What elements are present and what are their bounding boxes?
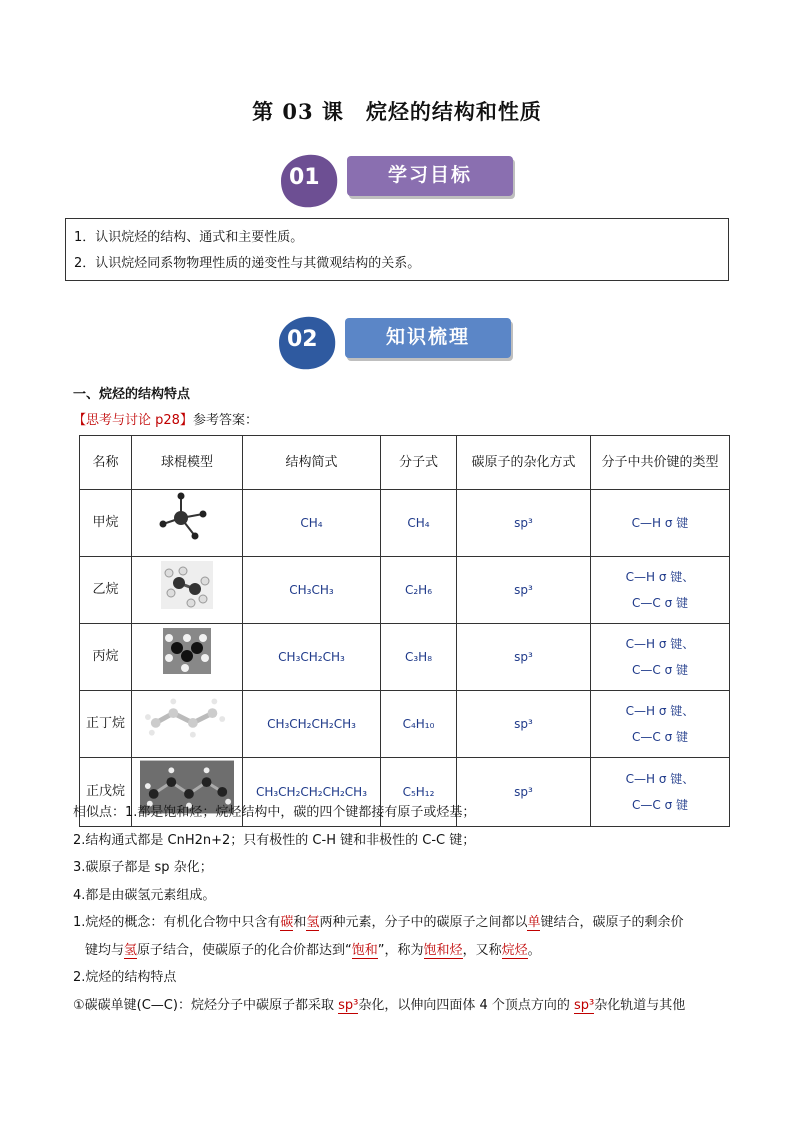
badge-label: 学习目标 — [347, 156, 513, 196]
bond-line: C—C σ 键 — [632, 663, 688, 677]
cell-structure: CH₃CH₂CH₃ — [243, 624, 381, 691]
cell-bonds — [591, 490, 730, 557]
cell-name: 甲烷 — [80, 490, 132, 557]
badge-number: 02 — [287, 327, 318, 352]
note-item: 4.都是由碳氢元素组成。 — [73, 887, 216, 903]
text-run: 两种元素，分子中的碳原子之间都以 — [319, 915, 528, 930]
cell-model — [132, 490, 243, 557]
cell-formula: C₅H₁₂ — [381, 758, 457, 827]
concept-paragraph — [73, 909, 733, 937]
cell-model — [132, 557, 243, 624]
badge-number: 01 — [289, 165, 320, 190]
bond-line: C—C σ 键 — [632, 596, 688, 610]
table-row — [80, 624, 730, 691]
table-header-row — [80, 436, 730, 490]
section-heading: 一、烷烃的结构特点 — [73, 387, 191, 402]
cell-formula: CH₄ — [381, 490, 457, 557]
cell-formula: C₃H₈ — [381, 624, 457, 691]
discussion-tail: 参考答案： — [192, 413, 258, 428]
table-row — [80, 691, 730, 758]
note-item: 3.碳原子都是 sp 杂化； — [73, 860, 213, 875]
text-run: 1.烷烃的概念：有机化合物中只含有 — [73, 915, 281, 930]
note-item: 2.结构通式都是 CnH2n+2；只有极性的 C-H 键和非极性的 C-C 键； — [73, 832, 476, 848]
table-header: 碳原子的杂化方式 — [457, 436, 591, 490]
section-badge-knowledge — [273, 315, 523, 365]
butane-model-image — [144, 693, 230, 745]
text-run: 杂化，以伸向四面体 4 个顶点方向的 — [358, 997, 575, 1013]
cell-bonds — [591, 557, 730, 624]
answer-blank: 氢 — [124, 942, 138, 958]
cell-hybrid: sp³ — [457, 490, 591, 557]
text-run: 杂化轨道与其他 — [594, 997, 686, 1013]
cell-formula: C₂H₆ — [381, 557, 457, 624]
note-similar: 相似点：1.都是饱和烃；烷烃结构中，碳的四个键都接有原子或烃基； — [73, 805, 476, 820]
text-run: 原子结合，使碳原子的化合价都达到“ — [137, 942, 352, 958]
page-title: 第 03 课 烷烃的结构和性质 — [252, 99, 542, 124]
table-header: 球棍模型 — [132, 436, 243, 490]
cell-structure: CH₄ — [243, 490, 381, 557]
learning-goals-box — [65, 218, 729, 281]
text-run: ”，称为 — [377, 942, 424, 958]
table-header: 结构简式 — [243, 436, 381, 490]
bond-line: C—C σ 键 — [632, 798, 688, 812]
table-row — [80, 490, 730, 557]
goal-item: 1．认识烷烃的结构、通式和主要性质。 — [74, 230, 304, 245]
alkane-table — [79, 435, 730, 827]
text-run: ①碳碳单键(C—C)：烷烃分子中碳原子都采取 — [73, 997, 339, 1013]
text-run: 。 — [527, 942, 541, 958]
cell-hybrid: sp³ — [457, 758, 591, 827]
answer-blank: 氢 — [306, 915, 320, 930]
table-row — [80, 557, 730, 624]
bond-line: C—H σ 键、 — [625, 570, 695, 584]
cell-model — [132, 691, 243, 758]
table-header: 分子中共价键的类型 — [591, 436, 730, 490]
bond-line: C—H σ 键、 — [625, 637, 695, 651]
table-header: 名称 — [80, 436, 132, 490]
cell-name: 正戊烷 — [80, 758, 132, 827]
cell-hybrid: sp³ — [457, 557, 591, 624]
cell-bonds — [591, 691, 730, 758]
goal-item: 2．认识烷烃同系物物理性质的递变性与其微观结构的关系。 — [74, 256, 421, 271]
answer-blank: sp³ — [338, 997, 359, 1013]
note-feature: 2.烷烃的结构特点 — [73, 970, 177, 985]
bond-line: C—H σ 键、 — [625, 772, 695, 786]
text-run: ，又称 — [462, 942, 502, 958]
bond-line: C—H σ 键 — [631, 516, 689, 530]
cc-bond-paragraph — [73, 992, 733, 1020]
answer-blank: 单 — [527, 915, 541, 930]
bond-line: C—H σ 键、 — [625, 704, 695, 718]
propane-model-image — [151, 626, 223, 678]
cell-structure: CH₃CH₃ — [243, 557, 381, 624]
badge-label: 知识梳理 — [345, 318, 511, 358]
answer-blank: 饱和烃 — [423, 942, 463, 958]
answer-blank: 饱和 — [351, 942, 378, 958]
answer-blank: 碳 — [280, 915, 294, 930]
discussion-ref: 【思考与讨论 p28】 — [73, 413, 193, 428]
cell-name: 正丁烷 — [80, 691, 132, 758]
table-header: 分子式 — [381, 436, 457, 490]
bond-line: C—C σ 键 — [632, 730, 688, 744]
concept-paragraph-cont — [73, 937, 733, 965]
notes-section — [73, 799, 733, 1019]
ethane-model-image — [151, 559, 223, 611]
text-run: 键均与 — [85, 942, 125, 958]
text-run: 和 — [293, 915, 307, 930]
cell-formula: C₄H₁₀ — [381, 691, 457, 758]
cell-structure: CH₃CH₂CH₂CH₃ — [243, 691, 381, 758]
cell-model — [132, 624, 243, 691]
section-badge-goals — [275, 153, 520, 203]
cell-name: 乙烷 — [80, 557, 132, 624]
text-run: 键结合，碳原子的剩余价 — [540, 915, 684, 930]
cell-hybrid: sp³ — [457, 624, 591, 691]
discussion-line — [73, 409, 258, 428]
methane-model-image — [151, 492, 223, 544]
cell-structure: CH₃CH₂CH₂CH₂CH₃ — [243, 758, 381, 827]
cell-bonds — [591, 624, 730, 691]
answer-blank: sp³ — [574, 997, 595, 1013]
answer-blank: 烷烃 — [501, 942, 528, 958]
cell-name: 丙烷 — [80, 624, 132, 691]
cell-hybrid: sp³ — [457, 691, 591, 758]
